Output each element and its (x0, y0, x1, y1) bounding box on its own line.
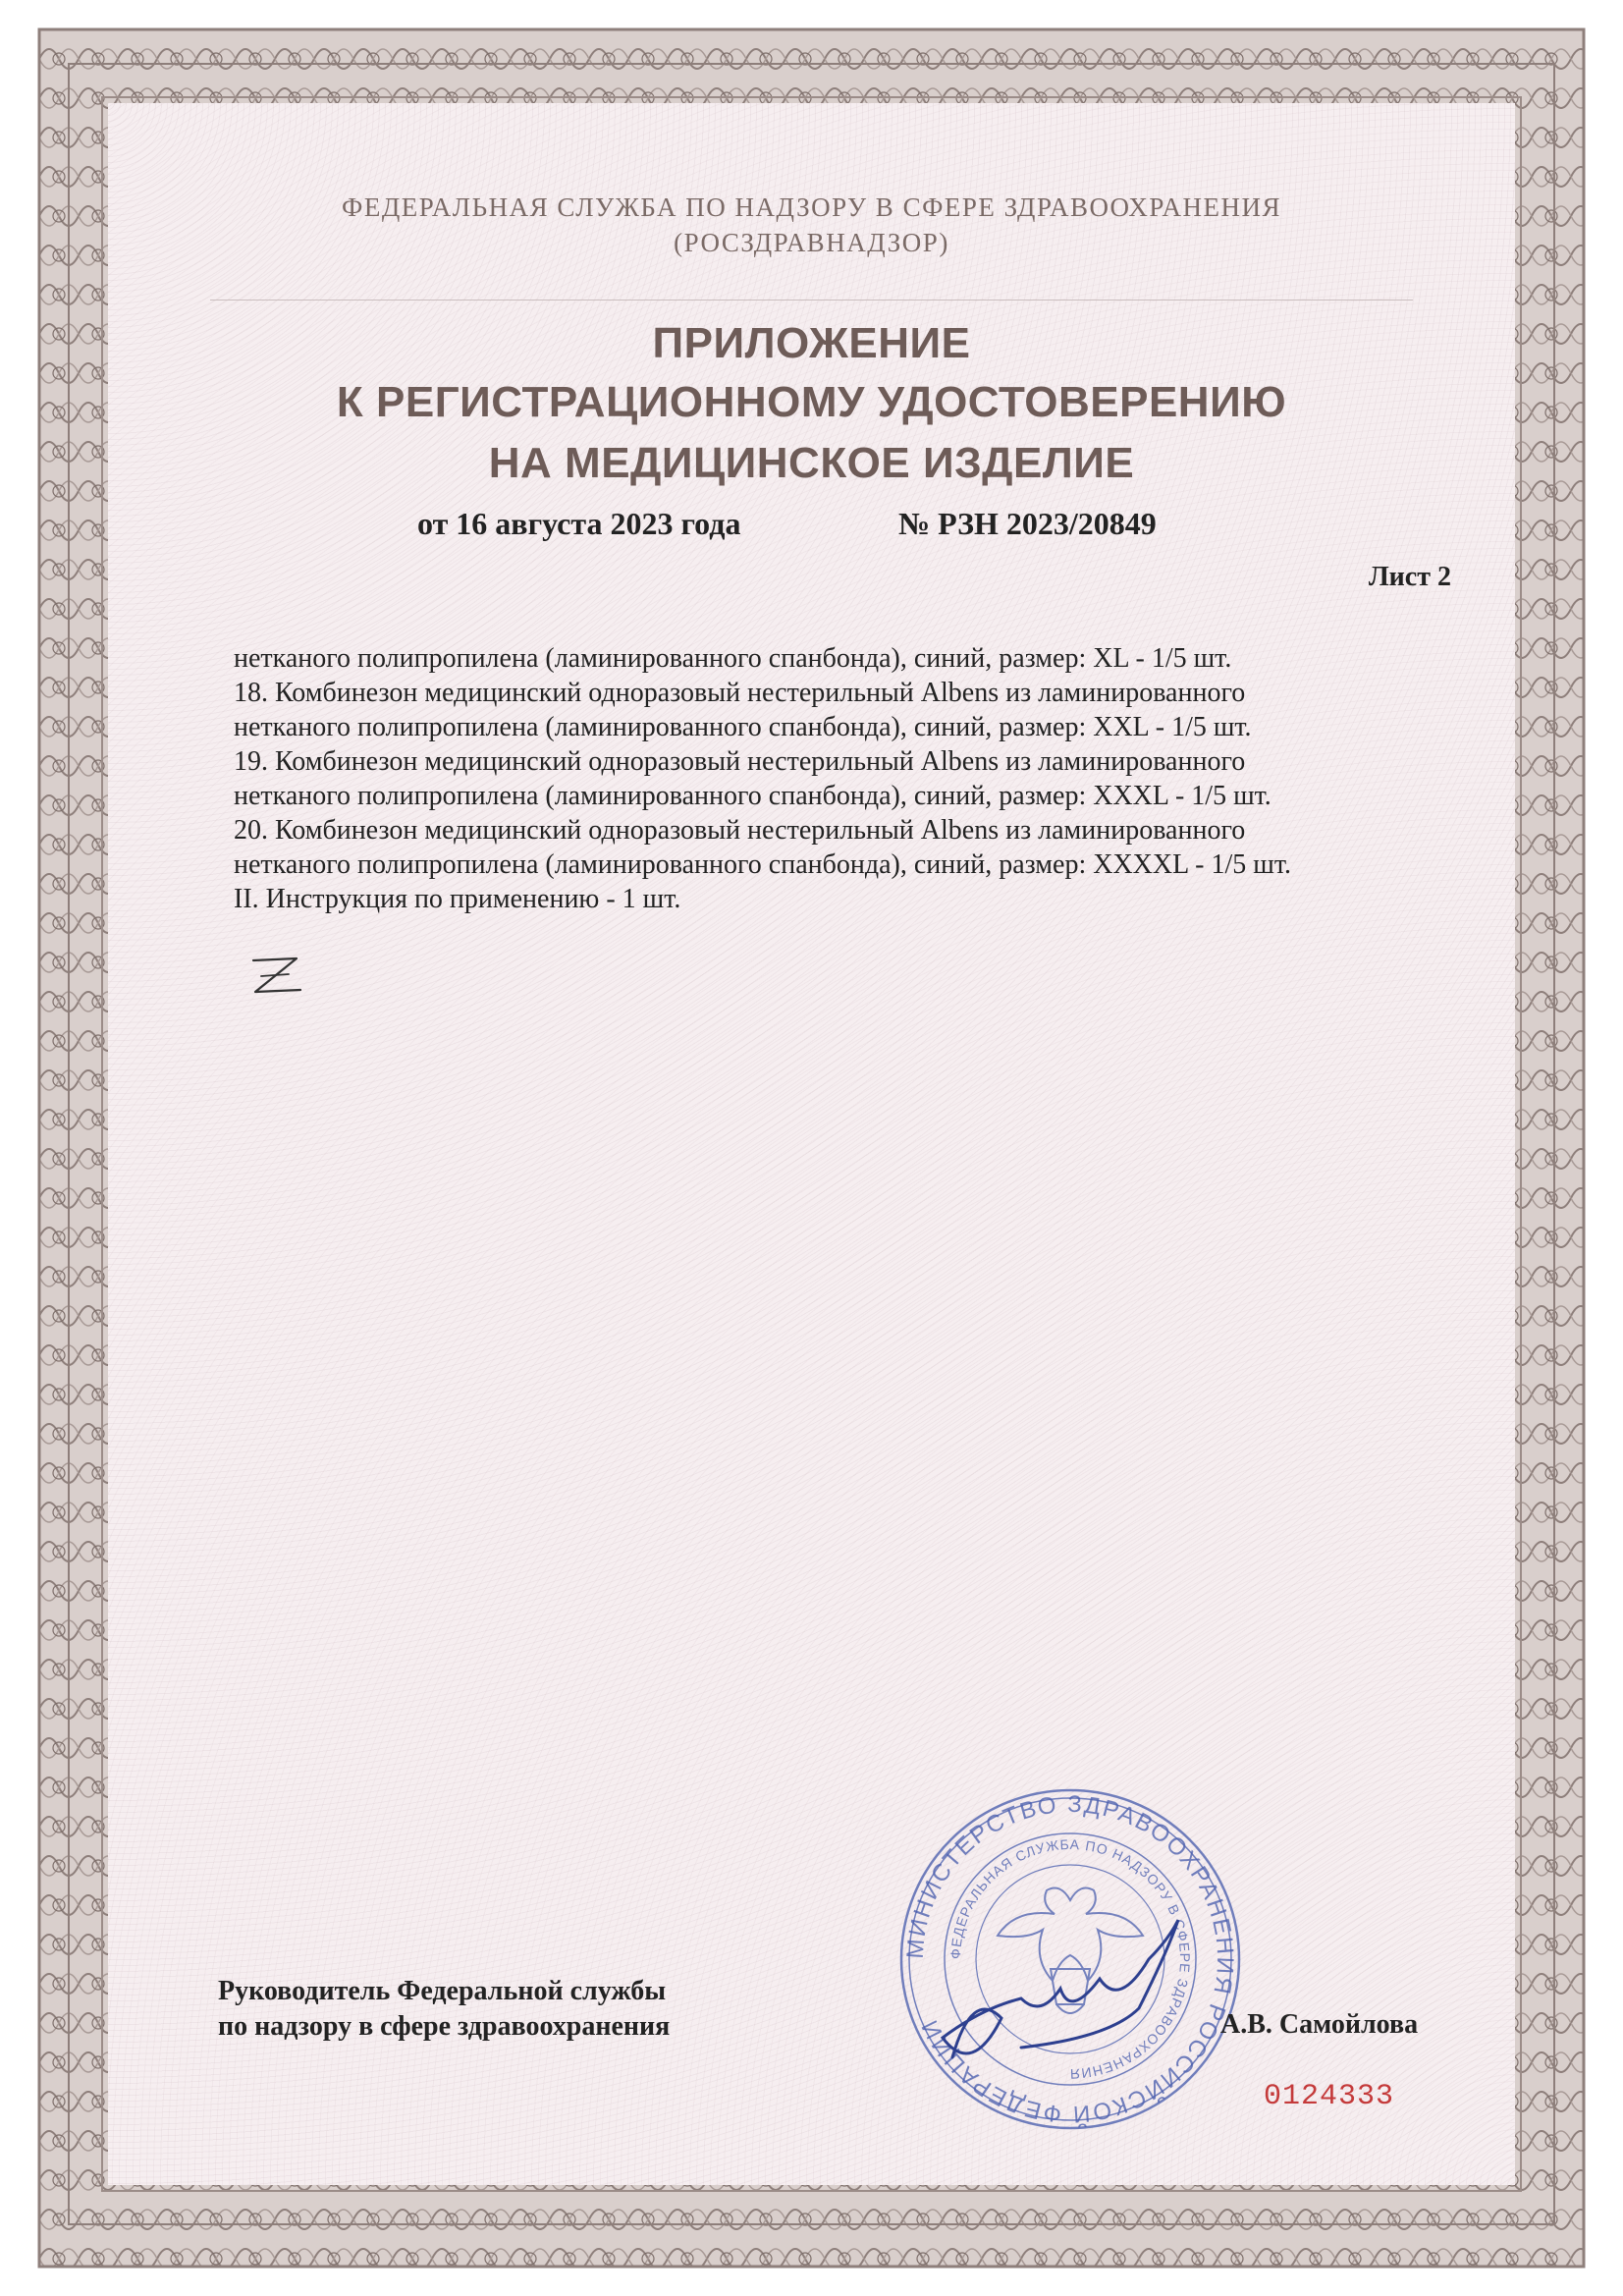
body-line: нетканого полипропилена (ламинированного спанбонда), синий, размер: XXXL - 1/5 шт. (234, 781, 1271, 811)
document-title-line3: НА МЕДИЦИНСКОЕ ИЗДЕЛИЕ (488, 439, 1135, 487)
body-line: нетканого полипропилена (ламинированного спанбонда), синий, размер: XXXXL - 1/5 шт. (234, 849, 1291, 880)
handwritten-z-mark (247, 953, 306, 1002)
sheet-number: Лист 2 (1368, 562, 1451, 592)
body-text (234, 641, 1510, 916)
double-headed-eagle-icon (998, 1888, 1143, 2013)
registration-number: № РЗН 2023/20849 (898, 506, 1157, 541)
body-line: II. Инструкция по применению - 1 шт. (234, 884, 681, 914)
stamp-inner-text: ФЕДЕРАЛЬНАЯ СЛУЖБА ПО НАДЗОРУ В СФЕРЕ ЗДРАВООХРАНЕНИЯ (947, 1835, 1194, 2083)
agency-name: ФЕДЕРАЛЬНАЯ СЛУЖБА ПО НАДЗОРУ В СФЕРЕ ЗДРАВООХРАНЕНИЯ (342, 192, 1281, 222)
document-title-line2: К РЕГИСТРАЦИОННОМУ УДОСТОВЕРЕНИЮ (336, 378, 1287, 426)
body-line: 19. Комбинезон медицинский одноразовый нестерильный Albens из ламинированного (234, 746, 1246, 777)
body-line: 20. Комбинезон медицинский одноразовый нестерильный Albens из ламинированного (234, 815, 1246, 846)
serial-number: 0124333 (1264, 2080, 1395, 2113)
header-divider (210, 300, 1413, 301)
signer-position-line1: Руководитель Федеральной службы (218, 1976, 667, 2006)
signer-position (218, 1974, 670, 2045)
body-line: нетканого полипропилена (ламинированного спанбонда), синий, размер: XXL - 1/5 шт. (234, 712, 1252, 742)
document-title-line1: ПРИЛОЖЕНИЕ (652, 319, 971, 367)
body-line: 18. Комбинезон медицинский одноразовый нестерильный Albens из ламинированного (234, 678, 1246, 708)
signer-name: А.В. Самойлова (1220, 2009, 1419, 2040)
body-line: нетканого полипропилена (ламинированного спанбонда), синий, размер: XL - 1/5 шт. (234, 643, 1232, 674)
issue-date: от 16 августа 2023 года (417, 506, 741, 541)
agency-abbreviation: (РОСЗДРАВНАДЗОР) (674, 228, 949, 257)
official-seal-stamp (884, 1782, 1257, 2136)
stamp-ring-text: МИНИСТЕРСТВО ЗДРАВООХРАНЕНИЯ РОССИЙСКОЙ ФЕДЕРАЦИИ (901, 1790, 1239, 2128)
signer-position-line2: по надзору в сфере здравоохранения (218, 2011, 671, 2042)
